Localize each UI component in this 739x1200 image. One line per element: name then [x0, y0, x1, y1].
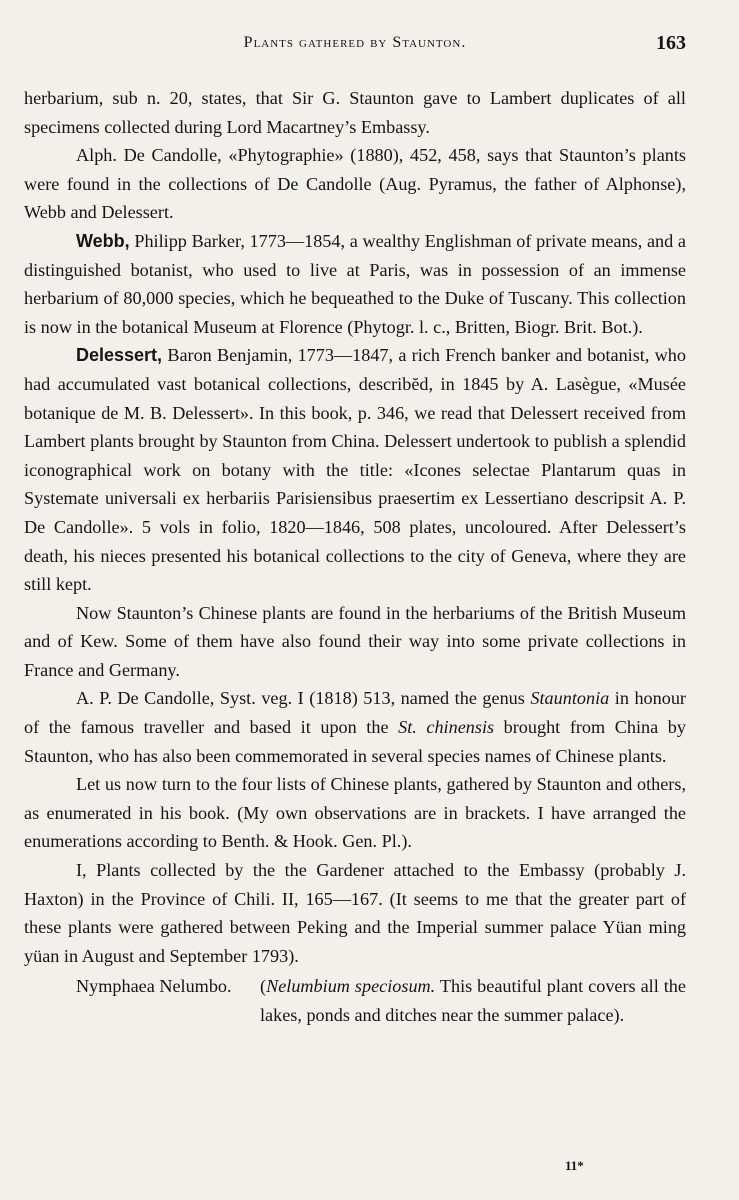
paragraph-webb — [24, 227, 686, 341]
signature-mark: 11* — [565, 1158, 584, 1173]
plant-description — [260, 972, 686, 1029]
entry-heading: Delessert, — [76, 345, 163, 366]
paragraph: Let us now turn to the four lists of Chinese plants, gathered by Staunton and others, as enumerated in his book. (My own observations are in brackets. I have arranged the enumerations according to Benth. & Hook. Gen. Pl.). — [24, 774, 686, 852]
description-text: This beautiful plant covers all the lakes, ponds and ditches near the summer palace). — [260, 976, 686, 1025]
paragraph: Alph. De Candolle, «Phytographie» (1880), 452, 458, says that Staunton’s plants were found in the collections of De Candolle (Aug. Pyramus, the father of Alphonse), Webb and Delessert. — [24, 145, 686, 223]
genus-name: Stauntonia — [530, 688, 610, 709]
plant-entry — [24, 972, 686, 1029]
paragraph-text: Baron Benjamin, 1773—1847, a rich French banker and botanist, who had accumulated vast botanical collections, describĕd, in 1845 by A. Lasègue, «Musée botanique de M. B. Delessert». In this book, p. 346, we read that Delessert received from Lambert plants brought by Staunton from China. Delessert undertook to publish a splendid iconographical work on botany with the title: «Icones selectae Plantarum quas in Systemate universali ex herbariis Parisiensibus praesertim ex Lessertiano descripsit A. P. De Candolle». 5 vols in folio, 1820—1846, 508 plates, uncoloured. After Delessert’s death, his nieces presented his botanical collections to the city of Geneva, where they are still kept. — [24, 345, 686, 595]
body-text — [24, 84, 686, 1030]
page-number: 163 — [656, 32, 686, 54]
paragraph: Now Staunton’s Chinese plants are found in the herbariums of the British Museum and of Kew. Some of them have also found their way into some private collections in France and Germany. — [24, 602, 686, 680]
paragraph-text: Philipp Barker, 1773—1854, a wealthy Englishman of private means, and a distinguished botanist, who used to live at Paris, was in possession of an immense herbarium of 80,000 species, which he bequeathed to the Duke of Tuscany. This collection is now in the botanical Museum at Florence (Phytogr. l. c., Britten, Biogr. Brit. Bot.). — [24, 230, 686, 337]
scientific-name: Nelumbium speciosum. — [266, 976, 436, 997]
running-header — [24, 30, 686, 64]
paragraph: I, Plants collected by the the Gardener attached to the Embassy (probably J. Haxton) in the Province of Chili. II, 165—167. (It seems to me that the greater part of these plants were gathered between Peking and the Imperial summer palace Yüan ming yüan in August and September 1793). — [24, 860, 686, 966]
paragraph-text: brought from China by Staunton, who has also been commemorated in several species names of Chinese plants. — [24, 717, 686, 766]
paragraph-text: A. P. De Candolle, Syst. veg. I (1818) 513, named the genus — [76, 688, 531, 709]
paragraph: herbarium, sub n. 20, states, that Sir G. Staunton gave to Lambert duplicates of all specimens collected during Lord Macartney’s Embassy. — [24, 88, 686, 137]
paragraph-text: in honour of the famous traveller and based it upon the — [24, 688, 686, 738]
running-title: Plants gathered by Staunton. — [243, 34, 467, 51]
paragraph-stauntonia — [24, 684, 686, 770]
entry-heading: Webb, — [76, 230, 130, 251]
species-name: St. chinensis — [398, 717, 495, 738]
paragraph-delessert — [24, 341, 686, 598]
paren: ( — [260, 976, 267, 997]
plant-name: Nymphaea Nelumbo. — [76, 976, 232, 997]
